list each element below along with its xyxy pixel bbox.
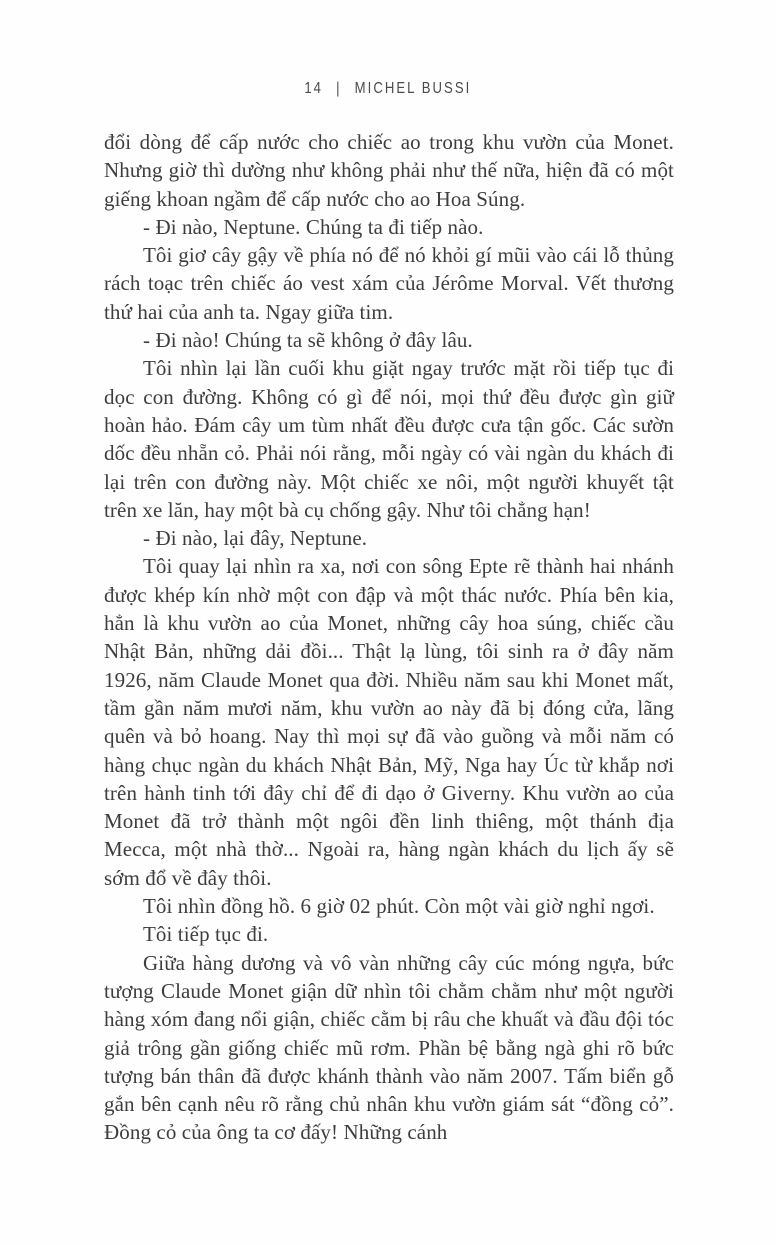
paragraph: đổi dòng để cấp nước cho chiếc ao trong khu vườn của Monet. Nhưng giờ thì dường như không phải như thế nữa, hiện đã có một giếng khoan ngầm để cấp nước cho ao Hoa Súng.	[104, 130, 674, 211]
paragraph: Tôi nhìn đồng hồ. 6 giờ 02 phút. Còn một vài giờ nghỉ ngơi.	[143, 894, 655, 919]
book-author: MICHEL BUSSI	[354, 80, 472, 97]
header-separator: |	[336, 80, 342, 97]
paragraph: Tôi nhìn lại lần cuối khu giặt ngay trước mặt rồi tiếp tục đi dọc con đường. Không có gì để nói, mọi thứ đều được gìn giữ hoàn hảo. Đám cây um tùm nhất đều được cưa tận gốc. Các sườn dốc đều nhẵn cỏ. Phải nói rằng, mỗi ngày có vài ngàn du khách đi lại trên con đường này. Một chiếc xe nôi, một người khuyết tật trên xe lăn, hay một bà cụ chống gậy. Như tôi chẳng hạn!	[104, 356, 674, 522]
paragraph: Tôi giơ cây gậy về phía nó để nó khỏi gí mũi vào cái lỗ thủng rách toạc trên chiếc áo vest xám của Jérôme Morval. Vết thương thứ hai của anh ta. Ngay giữa tim.	[104, 243, 674, 324]
running-header-inner	[304, 80, 471, 98]
page-number: 14	[304, 80, 324, 97]
running-header	[0, 80, 776, 98]
paragraph: Tôi tiếp tục đi.	[143, 922, 269, 947]
page-text	[104, 128, 674, 1147]
paragraph: Giữa hàng dương và vô vàn những cây cúc móng ngựa, bức tượng Claude Monet giận dữ nhìn tôi chằm chằm như một người hàng xóm đang nổi giận, chiếc cằm bị râu che khuất và đầu đội tóc giả trông gần giống chiếc mũ rơm. Phần bệ bằng ngà ghi rõ bức tượng bán thân đã được khánh thành vào năm 2007. Tấm biển gỗ gắn bên cạnh nêu rõ rằng chủ nhân khu vườn giám sát “đồng cỏ”. Đồng cỏ của ông ta cơ đấy! Những cánh	[104, 950, 674, 1145]
paragraph-dialogue: - Đi nào! Chúng ta sẽ không ở đây lâu.	[143, 328, 473, 353]
paragraph-dialogue: - Đi nào, Neptune. Chúng ta đi tiếp nào.	[143, 214, 484, 239]
paragraph-dialogue: - Đi nào, lại đây, Neptune.	[143, 526, 368, 551]
paragraph: Tôi quay lại nhìn ra xa, nơi con sông Epte rẽ thành hai nhánh được khép kín nhờ một con đập và một thác nước. Phía bên kia, hẳn là khu vườn ao của Monet, những cây hoa súng, chiếc cầu Nhật Bản, những dải đồi... Thật lạ lùng, tôi sinh ra ở đây năm 1926, năm Claude Monet qua đời. Nhiều năm sau khi Monet mất, tầm gần năm mươi năm, khu vườn ao này đã bị đóng cửa, lãng quên và bỏ hoang. Nay thì mọi sự đã vào guồng và mỗi năm có hàng chục ngàn du khách Nhật Bản, Mỹ, Nga hay Úc từ khắp nơi trên hành tinh tới đây chỉ để đi dạo ở Giverny. Khu vườn ao của Monet đã trở thành một ngôi đền linh thiêng, một thánh địa Mecca, một nhà thờ... Ngoài ra, hàng ngàn khách du lịch ấy sẽ sớm đổ về đây thôi.	[104, 554, 674, 890]
